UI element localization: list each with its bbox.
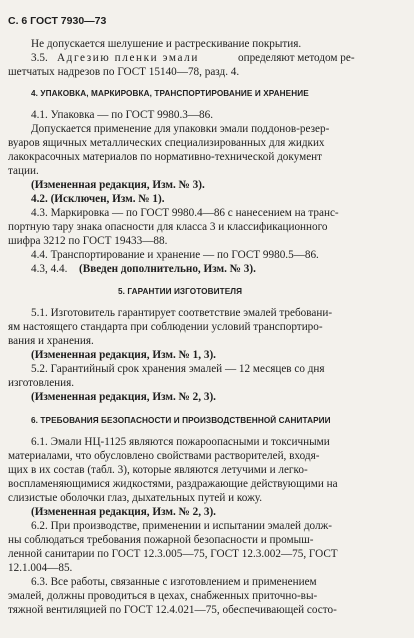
paragraph-line: эмалей, должны проводиться в цехах, снабженных приточно-вы-	[8, 590, 318, 602]
paragraph-6-1-line: 6.1. Эмали НЦ-1125 являются пожароопасными и токсичными	[31, 436, 330, 448]
paragraph-line: Допускается применение для упаковки эмали поддонов-резер-	[31, 123, 330, 135]
paragraph-6-2-line: 6.2. При производстве, применении и испытании эмалей долж-	[31, 520, 333, 532]
paragraph-line: лакокрасочных материалов по нормативно-технической документ	[8, 151, 323, 163]
paragraph-line: материалами, что обусловлено свойствами растворителей, входя-	[8, 450, 320, 462]
paragraph-6-3-line: 6.3. Все работы, связанные с изготовлением и применением	[31, 576, 317, 588]
amendment-note: (Измененная редакция, Изм. № 1, 3).	[31, 349, 216, 361]
paragraph-line: тяжной вентиляцией по ГОСТ 12.4.021—75, обеспечивающей состо-	[8, 604, 337, 616]
paragraph-4-2-line: 4.2. (Исключен, Изм. № 1).	[31, 193, 165, 205]
amendment-note: 4.3, 4.4. (Введен дополнительно, Изм. № 3).	[31, 263, 256, 275]
paragraph-line: Не допускается шелушение и растрескивание покрытия.	[31, 38, 302, 50]
paragraph-line: изготовления.	[8, 377, 75, 389]
paragraph-4-1-line: 4.1. Упаковка — по ГОСТ 9980.3—86.	[31, 109, 214, 121]
paragraph-line: воспламеняющимися жидкостями, раздражающие действующими на	[8, 478, 338, 490]
paragraph-line: щих в их состав (табл. 3), которые являются летучими и легко-	[8, 464, 308, 476]
paragraph-line: тации.	[8, 165, 39, 177]
paragraph-line: портную тару знака опасности для класса 3 и классификационного	[8, 221, 328, 233]
paragraph-4-4-line: 4.4. Транспортирование и хранение — по ГОСТ 9980.5—86.	[31, 249, 319, 261]
paragraph-line: шетчатых надрезов по ГОСТ 15140—78, разд. 4.	[8, 66, 240, 78]
paragraph-line: ям настоящего стандарта при соблюдении условий транспортиро-	[8, 321, 323, 333]
amendment-note: (Измененная редакция, Изм. № 3).	[31, 179, 205, 191]
amendment-note: (Измененная редакция, Изм. № 2, 3).	[31, 391, 216, 403]
paragraph-3-5-line: 3.5. Адгезию пленки эмали определяют методом ре-	[31, 52, 355, 64]
paragraph-line: ны соблюдаться требования пожарной безопасности и промыш-	[8, 534, 314, 546]
paragraph-line: 12.1.004—85.	[8, 562, 73, 574]
paragraph-line: ленной санитарии по ГОСТ 12.3.005—75, ГОСТ 12.3.002—75, ГОСТ	[8, 548, 338, 560]
paragraph-line: шифра 3212 по ГОСТ 19433—88.	[8, 235, 168, 247]
page-header	[0, 14, 414, 28]
section-6-heading: 6. ТРЕБОВАНИЯ БЕЗОПАСНОСТИ И ПРОИЗВОДСТВЕННОЙ САНИТАРИИ	[31, 416, 331, 425]
paragraph-4-3-line: 4.3. Маркировка — по ГОСТ 9980.4—86 с нанесением на транс-	[31, 207, 339, 219]
page-label: С. 6 ГОСТ 7930—73	[8, 15, 107, 27]
section-5-heading: 5. ГАРАНТИИ ИЗГОТОВИТЕЛЯ	[118, 287, 243, 296]
paragraph-line: слизистые оболочки глаз, дыхательных путей и кожу.	[8, 492, 263, 504]
paragraph-5-1-line: 5.1. Изготовитель гарантирует соответствие эмалей требовани-	[31, 307, 333, 319]
paragraph-5-2-line: 5.2. Гарантийный срок хранения эмалей — 12 месяцев со дня	[31, 363, 325, 375]
section-4-heading: 4. УПАКОВКА, МАРКИРОВКА, ТРАНСПОРТИРОВАНИЕ И ХРАНЕНИЕ	[31, 89, 309, 98]
paragraph-line: вания и хранения.	[8, 335, 94, 347]
paragraph-line: вуаров ящичных металлических специализированных для жидких	[8, 137, 325, 149]
amendment-note: (Измененная редакция, Изм. № 2, 3).	[31, 506, 216, 518]
